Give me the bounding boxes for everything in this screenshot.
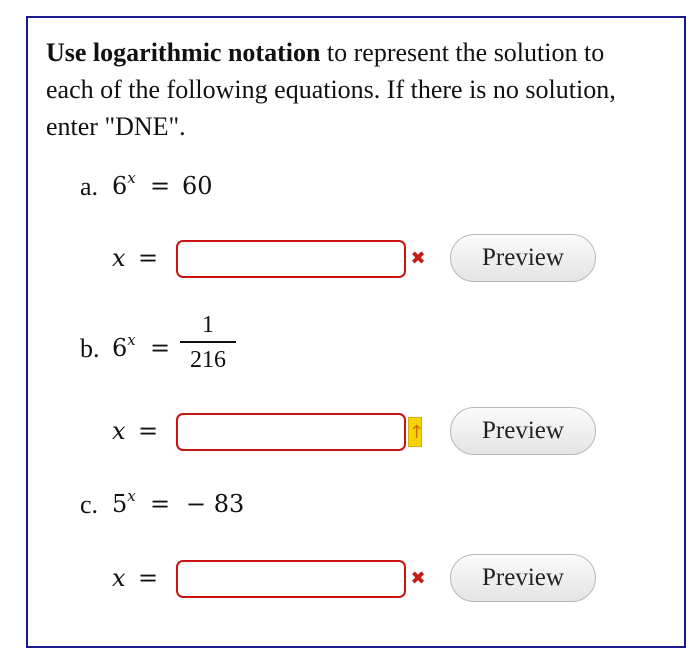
part-c-exponent: x <box>127 487 136 505</box>
instructions-line3: enter "DNE". <box>46 112 186 141</box>
preview-button-b[interactable]: Preview <box>450 407 596 455</box>
part-c-rhs: − 83 <box>186 490 245 518</box>
part-c-label: c. <box>80 490 99 519</box>
preview-button-c[interactable]: Preview <box>450 554 596 602</box>
part-b-answer-equals: = <box>138 417 159 445</box>
part-a-exponent: x <box>127 169 136 187</box>
part-b-answer-input[interactable] <box>176 413 406 451</box>
fraction-bar <box>180 341 236 343</box>
part-b-answer-var: x <box>112 417 126 445</box>
part-a-equals: = <box>150 172 171 200</box>
part-c-base: 5 <box>112 490 128 518</box>
part-a-label: a. <box>80 172 99 201</box>
part-b-equals: = <box>150 334 171 362</box>
up-arrow-icon[interactable]: ↑ <box>408 417 422 447</box>
instructions-bold: Use logarithmic notation <box>46 38 321 67</box>
part-c-equation <box>112 487 136 518</box>
instructions-line1-rest: to represent the solution to <box>320 38 605 67</box>
part-b-equation <box>112 331 136 362</box>
part-a-answer-equals: = <box>138 244 159 272</box>
incorrect-x-icon: ✖ <box>410 568 426 589</box>
instructions-text <box>46 34 666 145</box>
part-c-answer-equals: = <box>138 564 159 592</box>
part-a-answer-var: x <box>112 244 126 272</box>
preview-button-a[interactable]: Preview <box>450 234 596 282</box>
part-a-answer-input[interactable] <box>176 240 406 278</box>
part-c-equals: = <box>150 490 171 518</box>
part-b-fraction <box>180 312 236 374</box>
part-a-equation <box>112 169 136 200</box>
part-b-base: 6 <box>112 334 128 362</box>
incorrect-x-icon: ✖ <box>410 248 426 269</box>
part-b-denominator: 216 <box>190 347 226 373</box>
part-c-answer-var: x <box>112 564 126 592</box>
part-b-numerator: 1 <box>202 312 214 338</box>
part-a-base: 6 <box>112 172 128 200</box>
instructions-line2: each of the following equations. If there is no solution, <box>46 75 616 104</box>
part-b-label: b. <box>80 334 100 363</box>
part-a-rhs: 60 <box>182 172 213 200</box>
part-c-answer-input[interactable] <box>176 560 406 598</box>
part-b-exponent: x <box>127 331 136 349</box>
